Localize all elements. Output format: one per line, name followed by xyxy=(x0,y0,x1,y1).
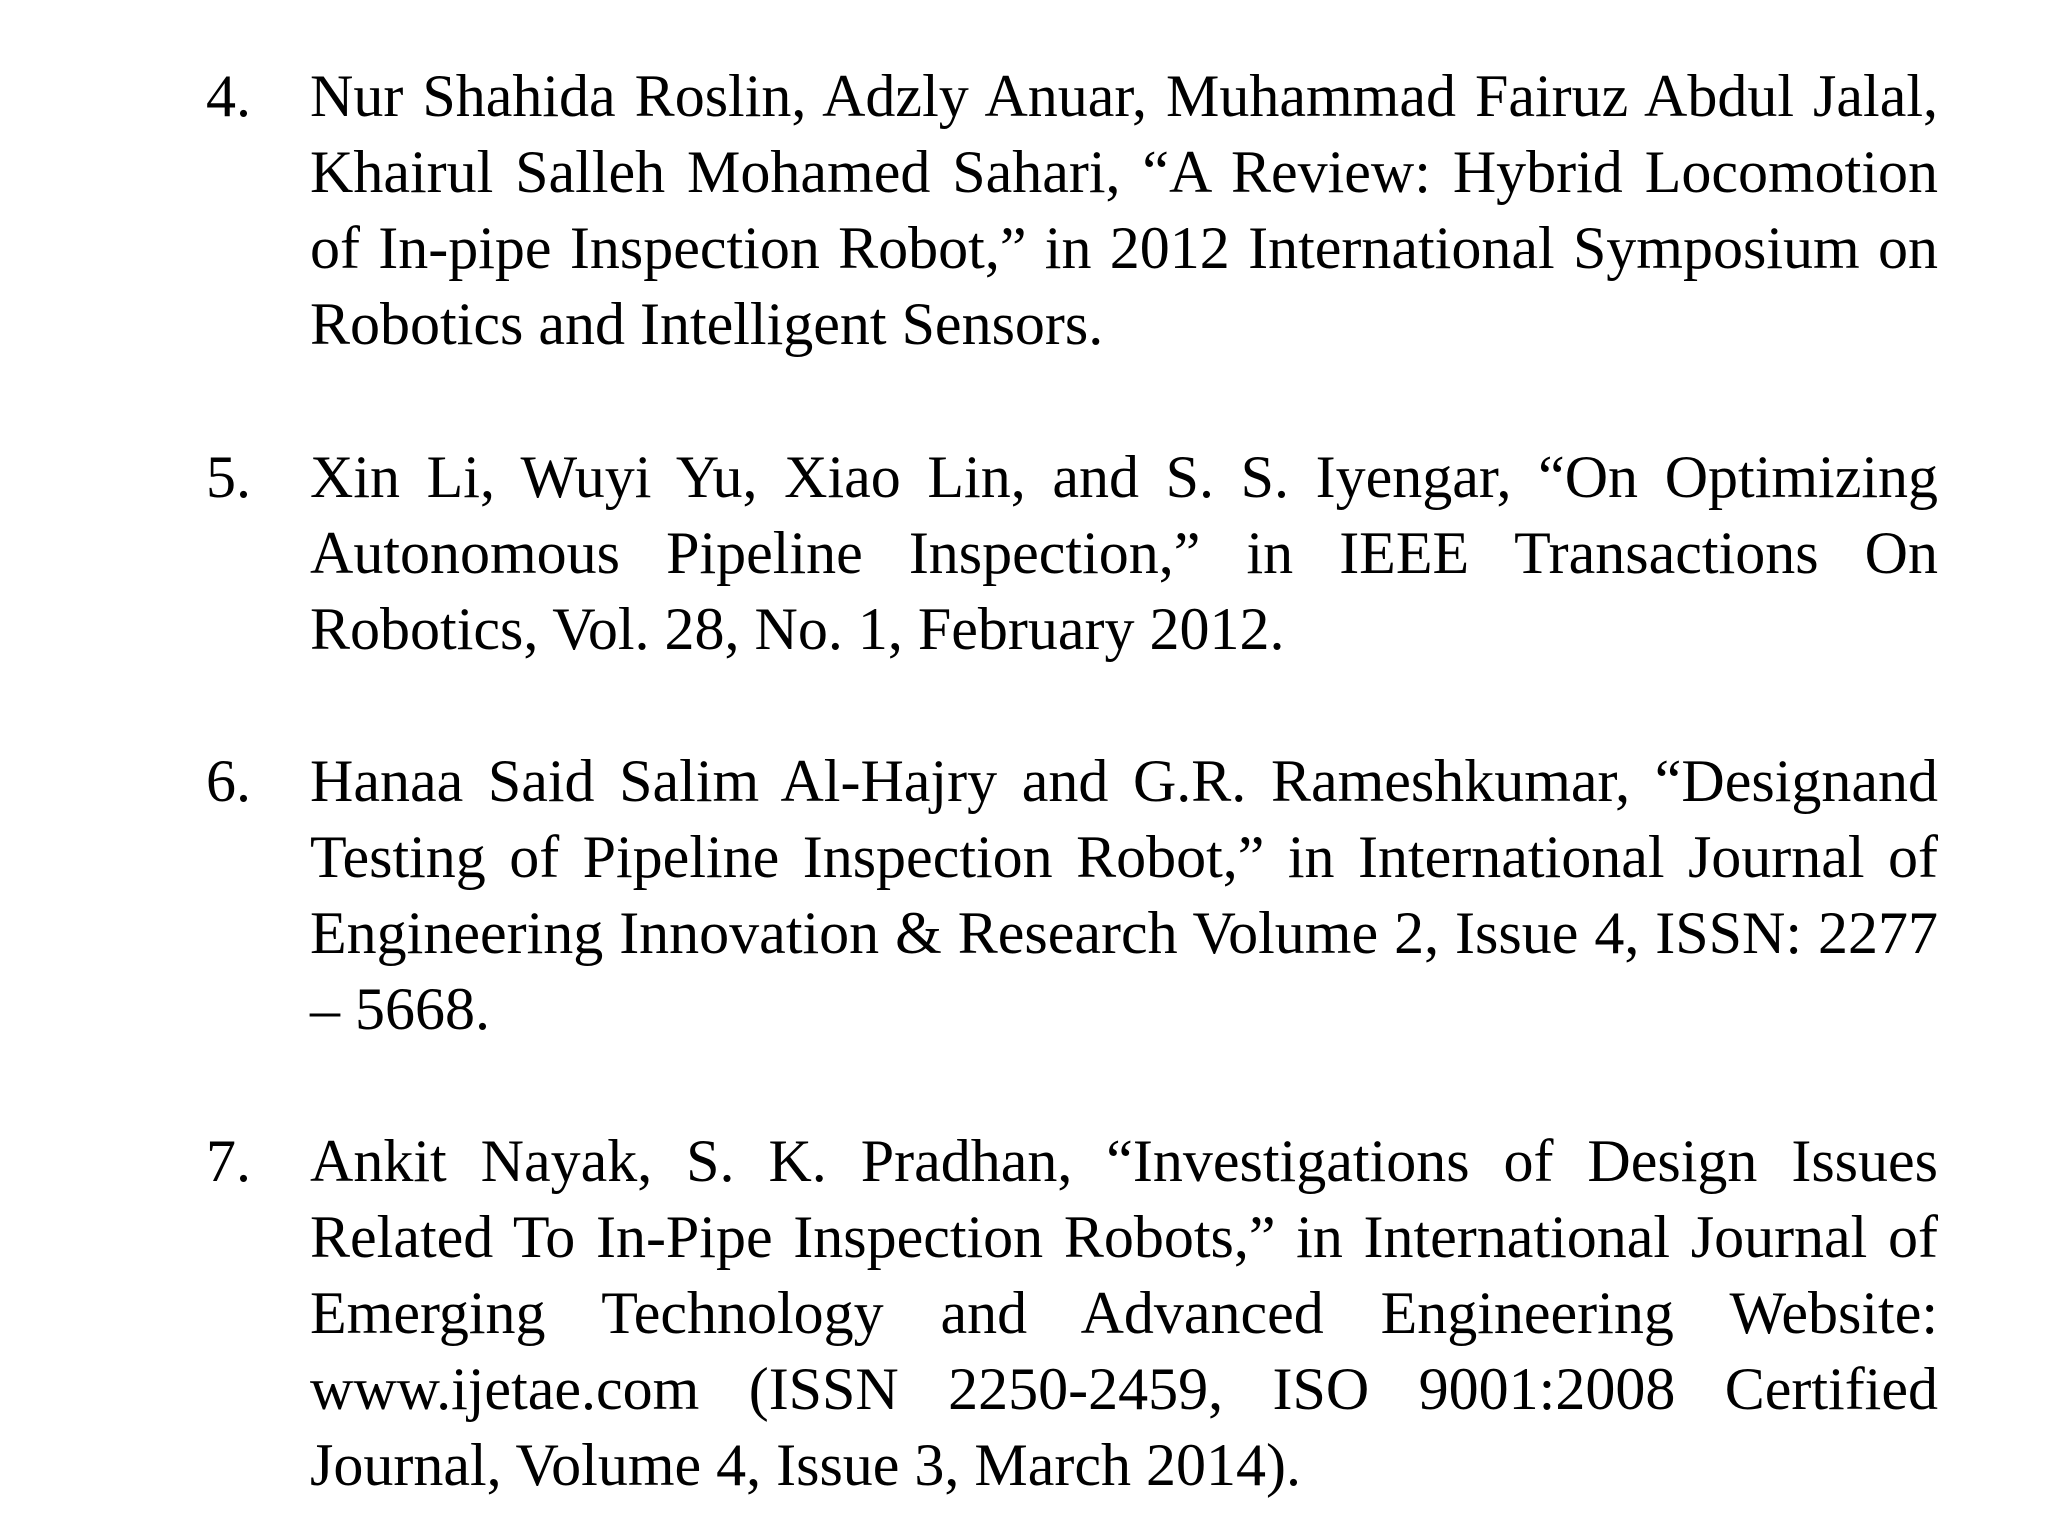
reference-number: 6. xyxy=(206,748,251,814)
reference-number: 7. xyxy=(206,1128,251,1194)
reference-text: Hanaa Said Salim Al-Hajry and G.R. Rameshkumar, “Designand Testing of Pipeline Inspection Robot,” in International Journal of Engineering Innovation & Research Volume 2, Issue 4, ISSN: 2277 – 5668. xyxy=(310,748,1938,1042)
reference-number: 4. xyxy=(206,63,251,129)
reference-text: Nur Shahida Roslin, Adzly Anuar, Muhammad Fairuz Abdul Jalal, Khairul Salleh Mohamed Sahari, “A Review: Hybrid Locomotion of In-pipe Inspection Robot,” in 2012 International Symposium on Robotics and Intelligent Sensors. xyxy=(310,63,1938,357)
reference-text: Xin Li, Wuyi Yu, Xiao Lin, and S. S. Iyengar, “On Optimizing Autonomous Pipeline Inspection,” in IEEE Transactions On Robotics, Vol. 28, No. 1, February 2012. xyxy=(310,444,1938,662)
reference-text: Ankit Nayak, S. K. Pradhan, “Investigations of Design Issues Related To In-Pipe Inspection Robots,” in International Journal of Emerging Technology and Advanced Engineering Website: www.ijetae.com (ISSN 2250-2459, ISO 9001:2008 Certified Journal, Volume 4, Issue 3, March 2014). xyxy=(310,1128,1938,1498)
reference-number: 5. xyxy=(206,444,251,510)
